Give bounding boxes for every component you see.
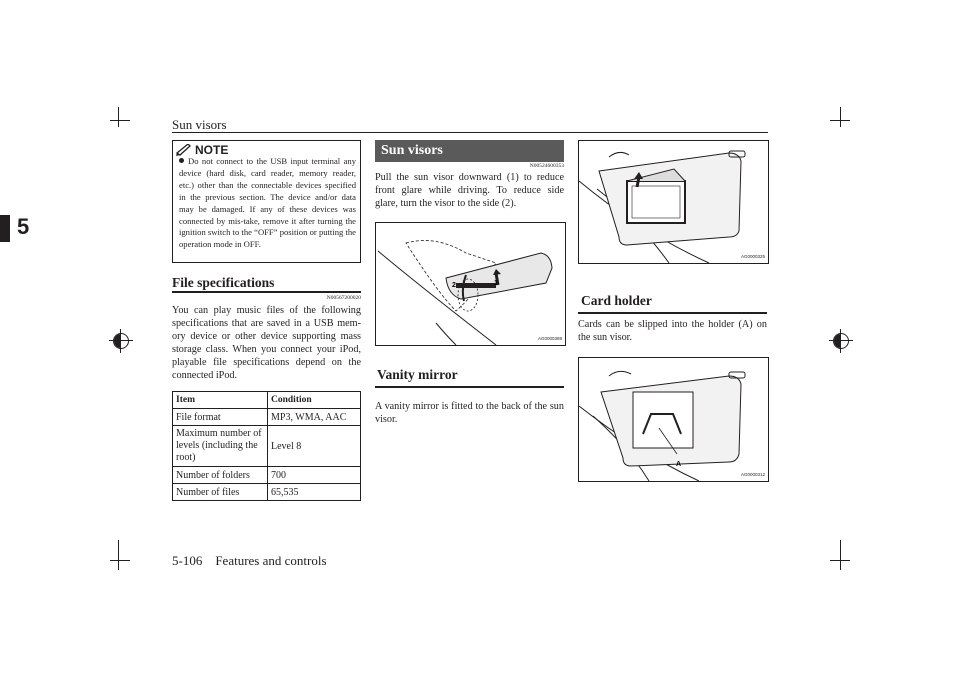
chapter-number: 5 [17,214,30,239]
sun-visors-body: Pull the sun visor downward (1) to reduce front glare while driving. To reduce side glare, turn the visor to the side (2). [375,172,564,209]
note-label [176,143,228,157]
registration-mark-icon [833,333,849,349]
table-cell: Number of folders [173,467,268,484]
note-box [172,140,361,263]
vanity-mirror-illustration [579,141,768,263]
file-spec-rule [172,291,361,293]
sun-visors-heading: Sun visors [375,140,564,162]
running-title: Sun visors [172,117,227,132]
table-row [173,426,361,467]
card-holder-illustration [579,358,768,481]
page-footer: 5-106 Features and controls [172,553,327,568]
note-body: Do not connect to the USB input terminal any device (hard disk, card reader, memory reader, etc.) other than the connectable devices specified in the previous section. The device and/or data may be damaged. If any of these devices was connected by mis-take, remove it after turning the ignition switch to the “OFF” position or putting the operation mode in OFF. [179,156,356,250]
sun-visors-ref: N00524600353 [529,163,564,169]
card-holder-rule [578,312,767,314]
figure-code: AG0000389 [537,336,562,341]
table-cell: Level 8 [268,426,361,467]
table-cell: Maximum number of levels (including the root) [173,426,268,467]
table-cell: Number of files [173,484,268,501]
figure-code: AG0000312 [740,472,765,477]
note-text [179,156,356,251]
file-spec-table [172,391,361,501]
table-cell: 65,535 [268,484,361,501]
file-spec-ref: N00567200020 [326,295,361,301]
vanity-mirror-heading: Vanity mirror [377,367,458,382]
sun-visor-illustration [376,223,565,345]
table-row [173,467,361,484]
callout-1: 1 [494,280,498,287]
table-row [173,409,361,426]
header-rule [172,132,768,133]
table-header-row [173,392,361,409]
note-pencil-icon [176,144,192,156]
card-holder-figure [578,357,769,482]
table-row [173,484,361,501]
table-cell: 700 [268,467,361,484]
registration-mark-icon [113,333,129,349]
figure-code: AG0000325 [740,254,765,259]
table-header: Item [173,392,268,409]
card-holder-heading: Card holder [581,293,652,308]
vanity-mirror-body: A vanity mirror is fitted to the back of the sun visor. [375,401,564,425]
sun-visor-figure [375,222,566,346]
file-spec-heading: File specifications [172,275,275,290]
vanity-mirror-figure [578,140,769,264]
table-cell: MP3, WMA, AAC [268,409,361,426]
file-spec-body: You can play music files of the following specifications that are saved in a USB mem-ory device or other device supporting mass storage class. When you connect your iPod, playable file specifications depend on the connected iPod. [172,305,361,381]
table-header: Condition [268,392,361,409]
callout-a: A [676,461,682,468]
card-holder-body: Cards can be slipped into the holder (A) on the sun visor. [578,319,767,343]
callout-2: 2 [452,282,456,289]
vanity-mirror-rule [375,386,564,388]
chapter-tab [0,215,10,242]
table-cell: File format [173,409,268,426]
note-label-text: NOTE [195,143,229,157]
